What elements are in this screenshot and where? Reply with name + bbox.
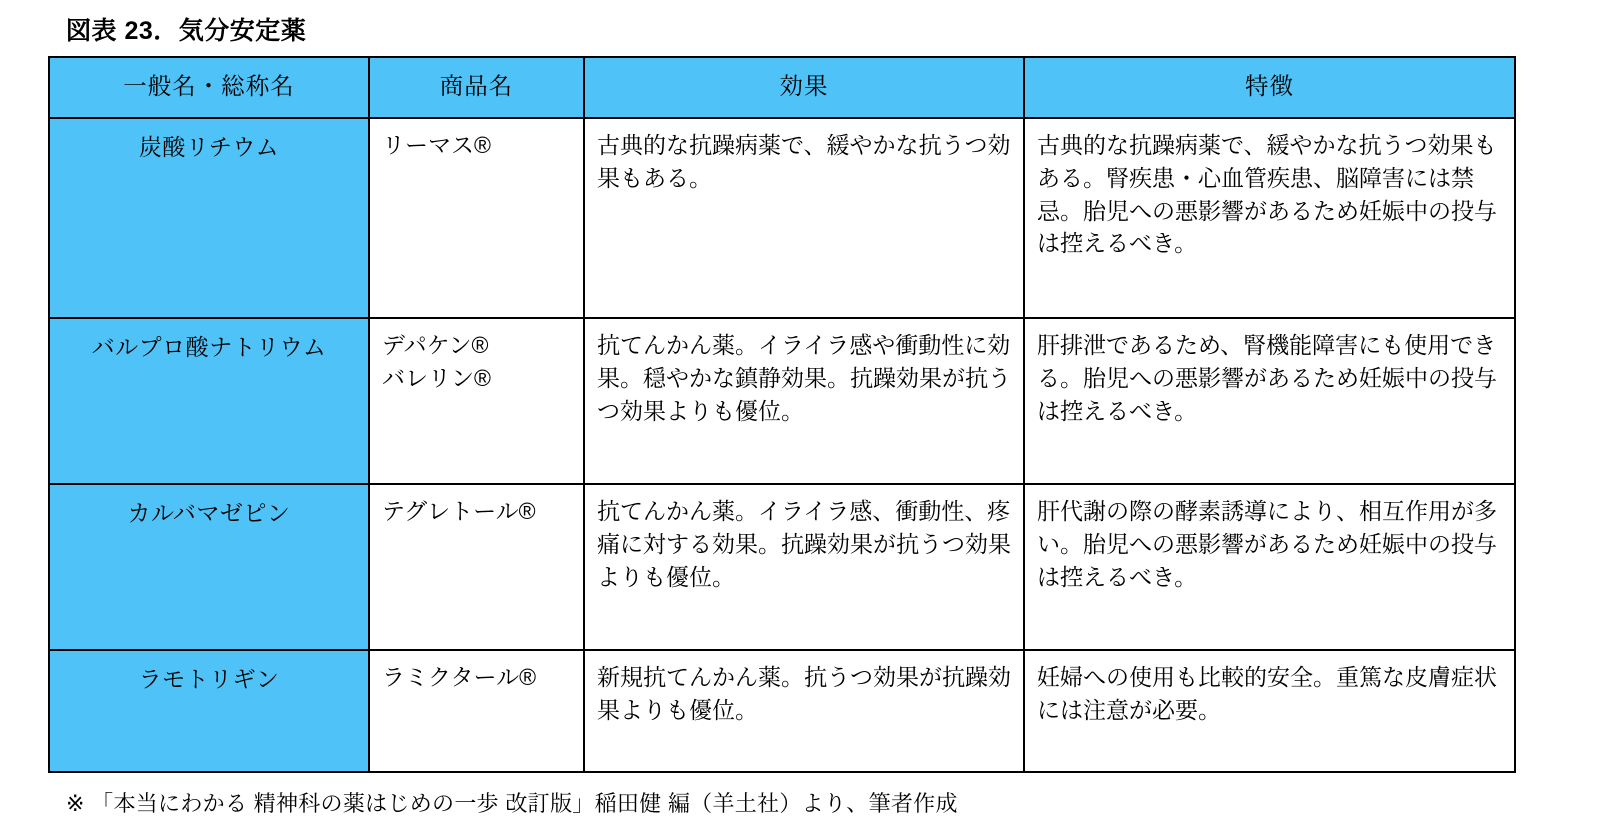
- column-header-feature: 特徴: [1024, 57, 1515, 118]
- mood-stabilizer-table: [48, 56, 1516, 773]
- source-footnote: ※ 「本当にわかる 精神科の薬はじめの一歩 改訂版」稲田健 編（羊土社）より、筆者作成: [66, 791, 958, 817]
- brand-name-text: テグレトール®: [382, 498, 536, 525]
- column-header-generic-name: 一般名・総称名: [49, 57, 369, 118]
- table-row: [49, 484, 1515, 650]
- brand-name-text-alt: バレリン®: [382, 365, 491, 392]
- generic-name-text: 炭酸リチウム: [138, 134, 280, 161]
- brand-name-text: リーマス®: [382, 132, 491, 159]
- page-title: 図表 23．気分安定薬: [66, 17, 307, 45]
- generic-name-text: カルバマゼピン: [127, 500, 291, 527]
- column-header-brand-name: 商品名: [369, 57, 584, 118]
- cell-brand-name: [369, 484, 584, 650]
- cell-brand-name: [369, 318, 584, 484]
- cell-brand-name: [369, 650, 584, 772]
- generic-name-text: ラモトリギン: [138, 666, 280, 693]
- table-header-row: [49, 57, 1515, 118]
- table-row: [49, 318, 1515, 484]
- cell-generic-name: [49, 118, 369, 318]
- cell-generic-name: [49, 318, 369, 484]
- cell-feature: 古典的な抗躁病薬で、緩やかな抗うつ効果もある。腎疾患・心血管疾患、脳障害には禁忌。胎児への悪影響があるため妊娠中の投与は控えるべき。: [1024, 118, 1515, 318]
- cell-effect: 古典的な抗躁病薬で、緩やかな抗うつ効果もある。: [584, 118, 1024, 318]
- cell-effect: 抗てんかん薬。イライラ感や衝動性に効果。穏やかな鎮静効果。抗躁効果が抗うつ効果よりも優位。: [584, 318, 1024, 484]
- cell-brand-name: [369, 118, 584, 318]
- brand-name-text: デパケン®: [382, 332, 489, 359]
- cell-generic-name: [49, 650, 369, 772]
- cell-effect: 新規抗てんかん薬。抗うつ効果が抗躁効果よりも優位。: [584, 650, 1024, 772]
- table-row: [49, 650, 1515, 772]
- cell-feature: 妊婦への使用も比較的安全。重篤な皮膚症状には注意が必要。: [1024, 650, 1515, 772]
- column-header-effect: 効果: [584, 57, 1024, 118]
- brand-name-text: ラミクタール®: [382, 664, 537, 691]
- cell-effect: 抗てんかん薬。イライラ感、衝動性、疼痛に対する効果。抗躁効果が抗うつ効果よりも優位。: [584, 484, 1024, 650]
- cell-feature: 肝排泄であるため、腎機能障害にも使用できる。胎児への悪影響があるため妊娠中の投与は控えるべき。: [1024, 318, 1515, 484]
- cell-generic-name: [49, 484, 369, 650]
- generic-name-text: バルプロ酸ナトリウム: [91, 334, 327, 361]
- table-row: [49, 118, 1515, 318]
- cell-feature: 肝代謝の際の酵素誘導により、相互作用が多い。胎児への悪影響があるため妊娠中の投与は控えるべき。: [1024, 484, 1515, 650]
